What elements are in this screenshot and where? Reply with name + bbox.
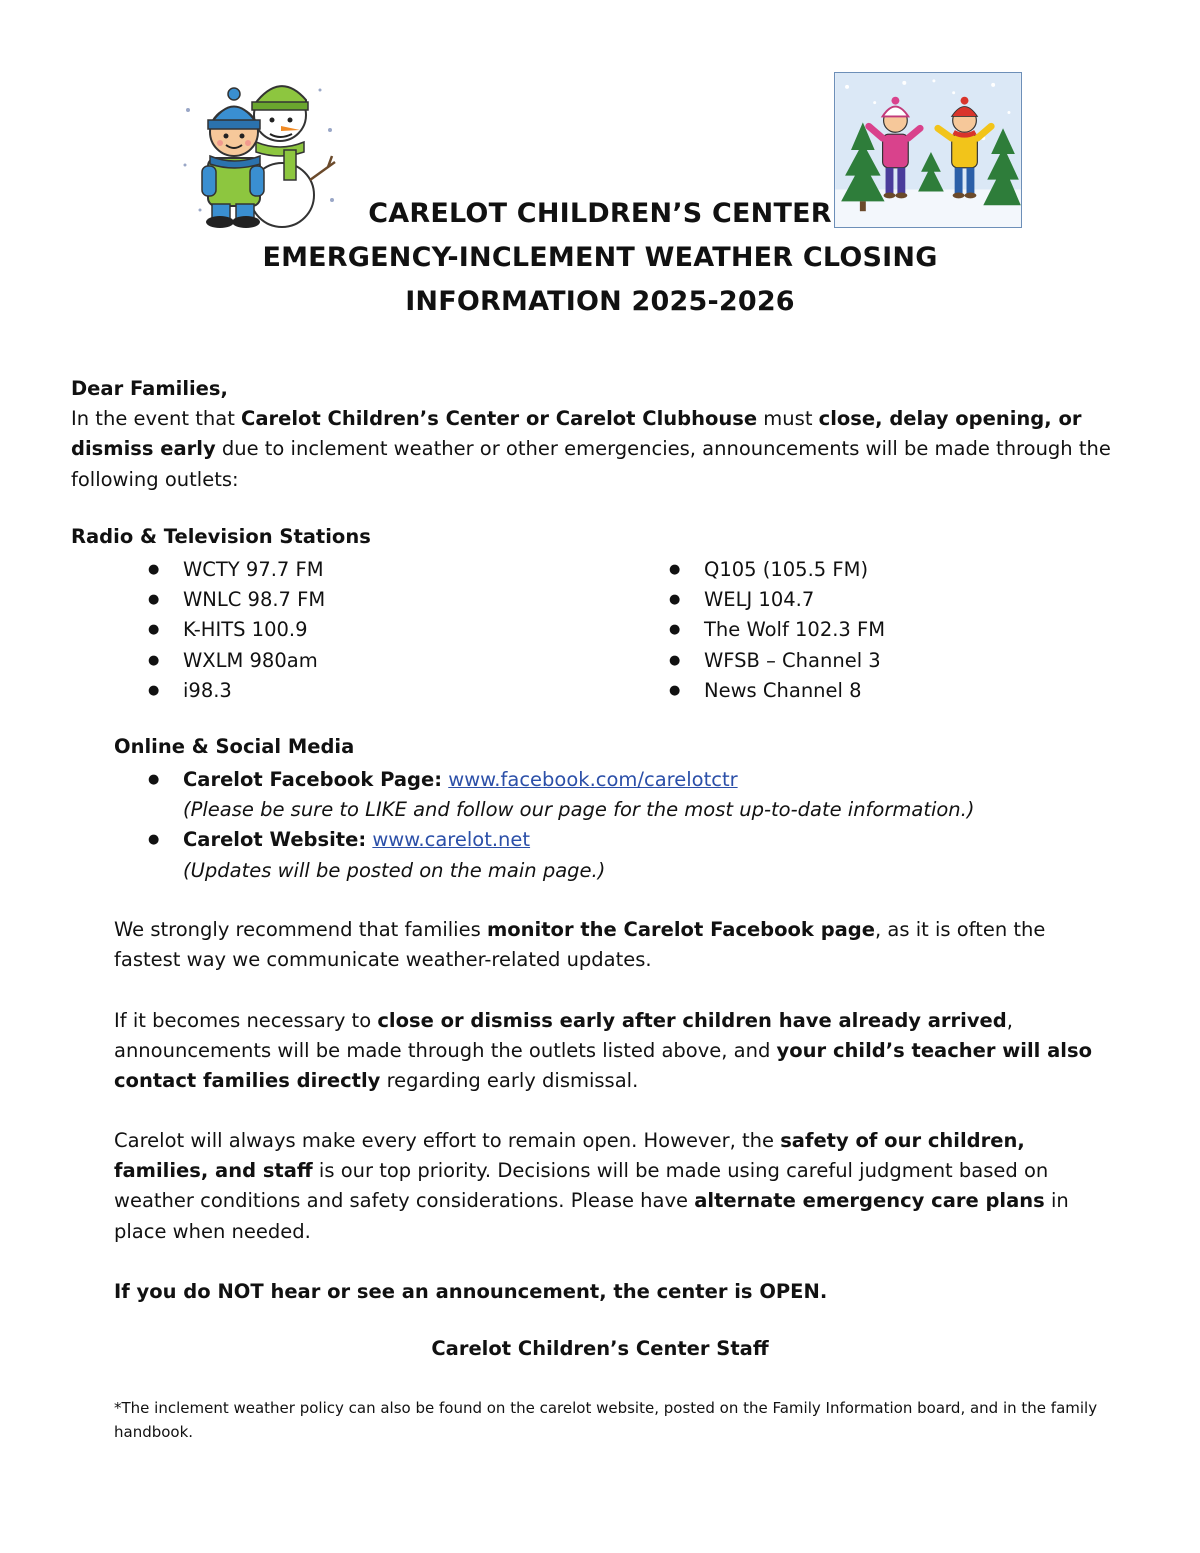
facebook-label: Carelot Facebook Page: (183, 768, 443, 791)
para-text: is our top priority. Decisions will be made using careful judgment based on weather conditions and safety considerations. Please have (114, 1159, 1049, 1213)
para-bold: close or dismiss early after children have already arrived (377, 1009, 1007, 1032)
safety-paragraph (114, 1126, 1114, 1247)
para-text: , announcements will be made through the outlets listed above, and (114, 1009, 1013, 1063)
website-item (148, 825, 1148, 885)
stations-left-list (148, 555, 325, 706)
facebook-recommendation-paragraph (114, 915, 1114, 975)
station-item: ● K-HITS 100.9 (148, 615, 325, 645)
intro-text: due to inclement weather or other emergencies, announcements will be made through the following outlets: (71, 437, 1111, 491)
para-text: , as it is often the fastest way we communicate weather-related updates. (114, 918, 1046, 972)
facebook-item (148, 765, 1148, 825)
para-text: We strongly recommend that families (114, 918, 487, 941)
intro-bold-centers: Carelot Children’s Center or Carelot Clubhouse (241, 407, 758, 431)
station-item: ● WXLM 980am (148, 646, 325, 676)
early-dismissal-paragraph (114, 1006, 1114, 1097)
station-item: ● Q105 (105.5 FM) (669, 555, 885, 585)
title-line-3: INFORMATION 2025-2026 (405, 286, 795, 317)
online-social-heading: Online & Social Media (114, 735, 355, 758)
stations-right-list (669, 555, 885, 706)
station-item: ● News Channel 8 (669, 676, 885, 706)
station-item: ● WNLC 98.7 FM (148, 585, 325, 615)
para-text: If it becomes necessary to (114, 1009, 378, 1032)
para-text: Carelot will always make every effort to remain open. However, the (114, 1129, 781, 1152)
para-bold: alternate emergency care plans (694, 1189, 1045, 1213)
para-bold: your child’s teacher will also contact families directly (114, 1039, 1092, 1093)
radio-tv-heading: Radio & Television Stations (71, 525, 371, 548)
signoff: Carelot Children’s Center Staff (431, 1337, 769, 1360)
intro-text: In the event that (71, 407, 242, 431)
para-text: in place when needed. (114, 1189, 1069, 1243)
online-list (148, 765, 1148, 886)
intro-bold-actions: close, delay opening, or dismiss early (71, 407, 1082, 461)
title-line-1: CARELOT CHILDREN’S CENTER (368, 198, 832, 229)
station-item: ● The Wolf 102.3 FM (669, 615, 885, 645)
website-note: (Updates will be posted on the main page.) (183, 858, 606, 882)
intro-section (71, 374, 1131, 495)
facebook-link[interactable]: www.facebook.com/carelotctr (448, 768, 738, 791)
station-item: ● i98.3 (148, 676, 325, 706)
title-line-2: EMERGENCY-INCLEMENT WEATHER CLOSING (262, 242, 938, 273)
para-text: regarding early dismissal. (380, 1069, 639, 1093)
station-item: ● WFSB – Channel 3 (669, 646, 885, 676)
station-item: ● WELJ 104.7 (669, 585, 885, 615)
footnote: *The inclement weather policy can also be found on the carelot website, posted on the Family Information board, and in the family handbook. (114, 1399, 1098, 1441)
website-label: Carelot Website: (183, 828, 367, 852)
facebook-note: (Please be sure to LIKE and follow our page for the most up-to-date information.) (183, 798, 975, 822)
open-notice: If you do NOT hear or see an announcement, the center is OPEN. (114, 1280, 828, 1303)
para-bold: monitor the Carelot Facebook page (486, 918, 875, 941)
greeting: Dear Families, (71, 377, 228, 400)
para-bold: safety of our children, families, and staff (114, 1129, 1025, 1183)
station-item: ● WCTY 97.7 FM (148, 555, 325, 585)
intro-text: must (757, 407, 819, 431)
website-link[interactable]: www.carelot.net (372, 828, 531, 852)
